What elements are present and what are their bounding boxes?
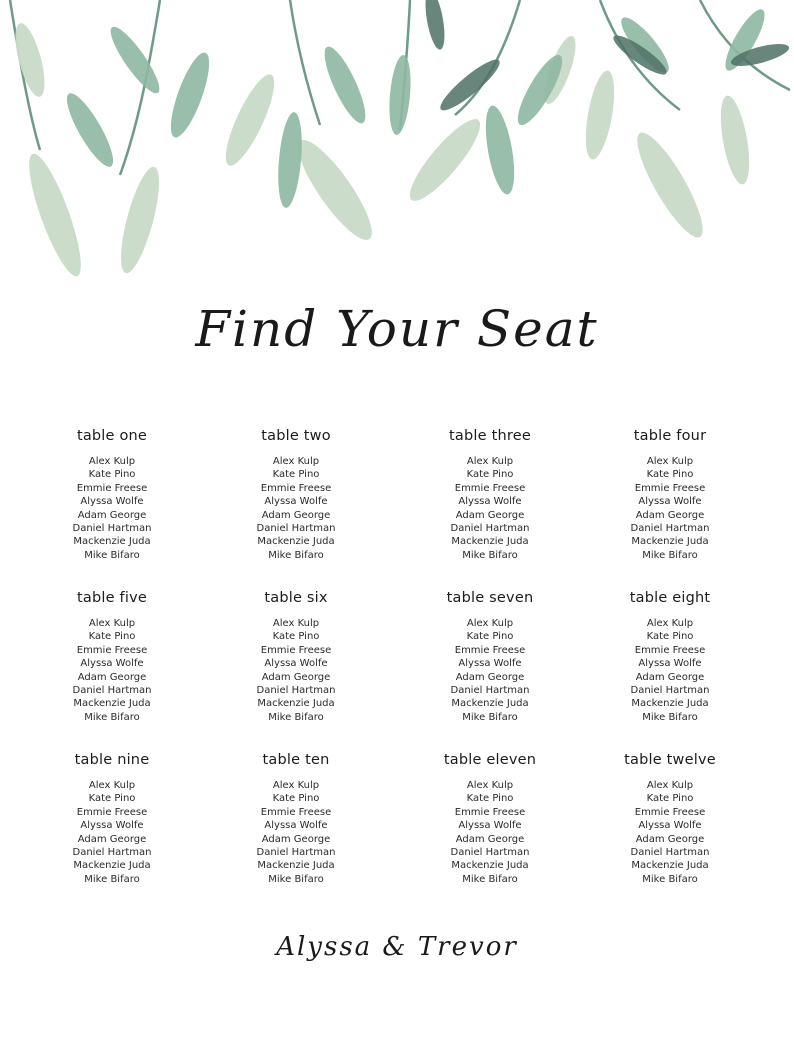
guest-name: Alyssa Wolfe [458, 496, 522, 508]
guest-name: Kate Pino [466, 631, 514, 643]
guest-name: Alex Kulp [646, 618, 694, 629]
guest-name: Daniel Hartman [630, 523, 710, 535]
guest-name: Mackenzie Juda [257, 860, 335, 872]
guest-name: Adam George [455, 671, 525, 683]
guest-name: Daniel Hartman [72, 523, 152, 535]
table-block [201, 750, 391, 886]
guest-name: Adam George [635, 833, 705, 845]
guest-name: Emmie Freese [454, 806, 526, 818]
guest-name: Alyssa Wolfe [638, 496, 702, 508]
guest-name: Mackenzie Juda [451, 536, 529, 548]
table-name: table seven [446, 590, 534, 606]
table-block [395, 750, 585, 886]
table-block [575, 750, 765, 886]
guest-name: Emmie Freese [76, 806, 148, 818]
guest-list [575, 779, 765, 886]
guest-name: Mackenzie Juda [73, 698, 151, 710]
table-block [17, 426, 207, 562]
guest-name: Alyssa Wolfe [80, 496, 144, 508]
table-block [575, 426, 765, 562]
guest-name: Kate Pino [646, 631, 694, 643]
guest-name: Mackenzie Juda [73, 536, 151, 548]
guest-name: Emmie Freese [76, 644, 148, 656]
guest-list [17, 617, 207, 724]
guest-name: Alyssa Wolfe [264, 820, 328, 832]
table-block [201, 426, 391, 562]
guest-name: Alyssa Wolfe [264, 496, 328, 508]
guest-name: Mackenzie Juda [451, 698, 529, 710]
guest-name: Mackenzie Juda [73, 860, 151, 872]
guest-name: Adam George [261, 509, 331, 521]
table-block [17, 750, 207, 886]
guest-list [201, 617, 391, 724]
guest-name: Daniel Hartman [450, 847, 530, 859]
guest-list [17, 455, 207, 562]
guest-name: Alex Kulp [466, 618, 514, 629]
guest-name: Alex Kulp [466, 456, 514, 467]
guest-list [575, 617, 765, 724]
guest-name: Adam George [635, 509, 705, 521]
guest-list [17, 779, 207, 886]
guest-name: Daniel Hartman [630, 685, 710, 697]
guest-name: Emmie Freese [634, 806, 706, 818]
guest-name: Mike Bifaro [462, 711, 518, 723]
guest-name: Kate Pino [272, 793, 320, 805]
guest-name: Kate Pino [466, 793, 514, 805]
page-title: Find Your Seat [195, 300, 599, 358]
guest-list [201, 779, 391, 886]
table-block [17, 588, 207, 724]
guest-name: Mike Bifaro [84, 549, 140, 561]
table-name: table one [76, 428, 148, 444]
guest-name: Emmie Freese [260, 644, 332, 656]
guest-name: Adam George [77, 833, 147, 845]
guest-name: Kate Pino [466, 469, 514, 481]
guest-name: Mackenzie Juda [631, 698, 709, 710]
guest-name: Kate Pino [646, 793, 694, 805]
guest-name: Alex Kulp [646, 780, 694, 791]
guest-name: Alyssa Wolfe [458, 820, 522, 832]
guest-name: Emmie Freese [634, 644, 706, 656]
guest-name: Kate Pino [272, 469, 320, 481]
guest-list [395, 617, 585, 724]
guest-name: Mike Bifaro [462, 873, 518, 885]
table-block [575, 588, 765, 724]
table-name: table ten [262, 752, 330, 768]
couple-names: Alyssa & Trevor [276, 932, 518, 962]
guest-name: Alyssa Wolfe [638, 658, 702, 670]
guest-name: Adam George [77, 671, 147, 683]
guest-name: Kate Pino [88, 631, 136, 643]
guest-name: Alex Kulp [272, 780, 320, 791]
table-name: table eleven [443, 752, 537, 768]
guest-name: Alyssa Wolfe [80, 658, 144, 670]
table-name: table five [77, 590, 147, 606]
table-block [201, 588, 391, 724]
guest-name: Emmie Freese [260, 806, 332, 818]
guest-list [575, 455, 765, 562]
guest-name: Kate Pino [646, 469, 694, 481]
guest-name: Mackenzie Juda [631, 536, 709, 548]
guest-name: Emmie Freese [454, 482, 526, 494]
guest-name: Daniel Hartman [450, 685, 530, 697]
table-name: table two [261, 428, 331, 444]
guest-name: Mackenzie Juda [631, 860, 709, 872]
table-block [395, 426, 585, 562]
guest-name: Mike Bifaro [462, 549, 518, 561]
guest-name: Alyssa Wolfe [458, 658, 522, 670]
guest-name: Alyssa Wolfe [80, 820, 144, 832]
guest-name: Mike Bifaro [268, 873, 324, 885]
guest-name: Kate Pino [88, 793, 136, 805]
guest-list [395, 455, 585, 562]
guest-name: Mike Bifaro [642, 873, 698, 885]
guest-name: Emmie Freese [76, 482, 148, 494]
table-name: table three [449, 428, 531, 444]
guest-name: Adam George [455, 833, 525, 845]
guest-name: Daniel Hartman [630, 847, 710, 859]
guest-name: Kate Pino [272, 631, 320, 643]
guest-name: Alex Kulp [466, 780, 514, 791]
guest-name: Alex Kulp [88, 618, 136, 629]
table-name: table twelve [624, 752, 716, 768]
guest-name: Emmie Freese [454, 644, 526, 656]
guest-name: Adam George [635, 671, 705, 683]
guest-name: Mike Bifaro [642, 711, 698, 723]
guest-name: Emmie Freese [260, 482, 332, 494]
guest-name: Mike Bifaro [84, 711, 140, 723]
guest-name: Daniel Hartman [256, 523, 336, 535]
guest-name: Daniel Hartman [256, 685, 336, 697]
guest-name: Mackenzie Juda [257, 698, 335, 710]
table-block [395, 588, 585, 724]
guest-name: Mike Bifaro [84, 873, 140, 885]
guest-name: Alex Kulp [88, 780, 136, 791]
guest-name: Emmie Freese [634, 482, 706, 494]
guest-name: Mackenzie Juda [451, 860, 529, 872]
guest-name: Daniel Hartman [256, 847, 336, 859]
guest-name: Daniel Hartman [72, 685, 152, 697]
guest-list [201, 455, 391, 562]
guest-name: Alex Kulp [272, 456, 320, 467]
guest-name: Mackenzie Juda [257, 536, 335, 548]
guest-name: Daniel Hartman [450, 523, 530, 535]
guest-name: Adam George [261, 671, 331, 683]
guest-name: Alex Kulp [272, 618, 320, 629]
table-name: table four [633, 428, 707, 444]
guest-name: Adam George [261, 833, 331, 845]
guest-name: Kate Pino [88, 469, 136, 481]
guest-name: Adam George [77, 509, 147, 521]
guest-list [395, 779, 585, 886]
table-name: table six [264, 590, 328, 606]
guest-name: Adam George [455, 509, 525, 521]
guest-name: Alex Kulp [646, 456, 694, 467]
guest-name: Alyssa Wolfe [264, 658, 328, 670]
table-name: table nine [74, 752, 150, 768]
guest-name: Mike Bifaro [268, 549, 324, 561]
guest-name: Mike Bifaro [642, 549, 698, 561]
guest-name: Daniel Hartman [72, 847, 152, 859]
guest-name: Alex Kulp [88, 456, 136, 467]
guest-name: Alyssa Wolfe [638, 820, 702, 832]
guest-name: Mike Bifaro [268, 711, 324, 723]
table-name: table eight [629, 590, 711, 606]
